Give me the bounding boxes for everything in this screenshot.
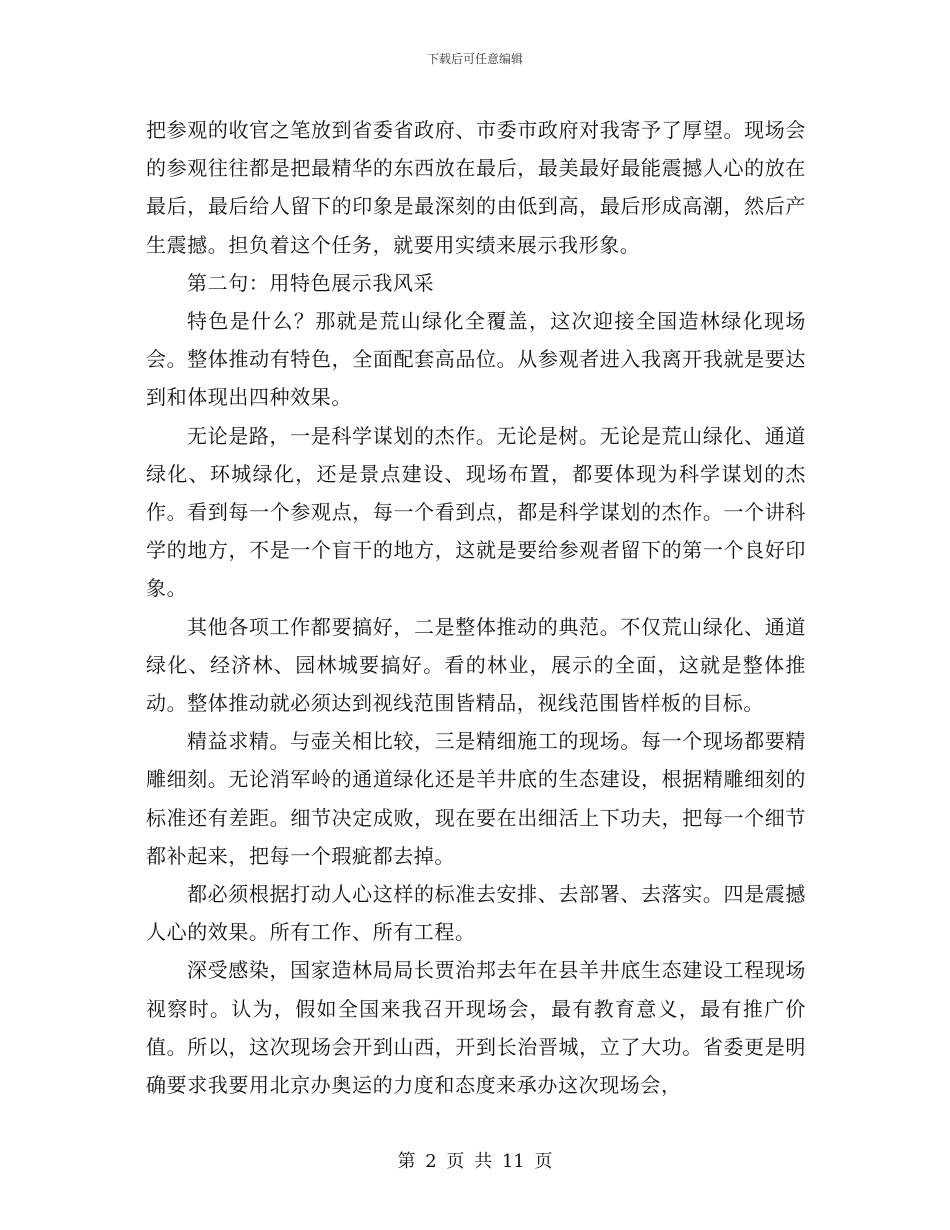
paragraph-6: 都必须根据打动人心这样的标准去安排、去部署、去落实。四是震撼人心的效果。所有工作、所有工程。 [146, 882, 806, 945]
paragraph-5: 精益求精。与壶关相比较，三是精细施工的现场。每一个现场都要精雕细刻。无论消军岭的通道绿化还是羊井底的生态建设，根据精雕细刻的标准还有差距。细节决定成败，现在要在出细活上下功夫，把每一个细节都补起来，把每一个瑕疵都去掉。 [146, 729, 806, 868]
paragraph-7: 深受感染，国家造林局局长贾治邦去年在县羊井底生态建设工程现场视察时。认为，假如全国来我召开现场会，最有教育意义，最有推广价值。所以，这次现场会开到山西，开到长治晋城，立了大功。省委更是明确要求我要用北京办奥运的力度和态度来承办这次现场会， [146, 958, 806, 1098]
paragraph-2: 特色是什么？那就是荒山绿化全覆盖，这次迎接全国造林绿化现场会。整体推动有特色，全面配套高品位。从参观者进入我离开我就是要达到和体现出四种效果。 [146, 309, 806, 410]
page-number-footer: 第 2 页 共 11 页 [397, 1151, 553, 1172]
paragraph-4: 其他各项工作都要搞好，二是整体推动的典范。不仅荒山绿化、通道绿化、经济林、园林城要搞好。看的林业，展示的全面，这就是整体推动。整体推动就必须达到视线范围皆精品，视线范围皆样板的目标。 [146, 614, 806, 716]
document-body [146, 111, 806, 1104]
section-heading: 第二句：用特色展示我风采 [187, 270, 435, 295]
paragraph-1: 把参观的收官之笔放到省委省政府、市委市政府对我寄予了厚望。现场会的参观往往都是把最精华的东西放在最后，最美最好最能震撼人心的放在最后，最后给人留下的印象是最深刻的由低到高，最后形成高潮，然后产生震撼。担负着这个任务，就要用实绩来展示我形象。 [146, 118, 806, 257]
paragraph-3: 无论是路，一是科学谋划的杰作。无论是树。无论是荒山绿化、通道绿化、环城绿化，还是景点建设、现场布置，都要体现为科学谋划的杰作。看到每一个参观点，每一个看到点，都是科学谋划的杰作。一个讲科学的地方，不是一个盲干的地方，这就是要给参观者留下的第一个良好印象。 [146, 423, 806, 601]
page-header-note: 下载后可任意编辑 [426, 52, 523, 66]
